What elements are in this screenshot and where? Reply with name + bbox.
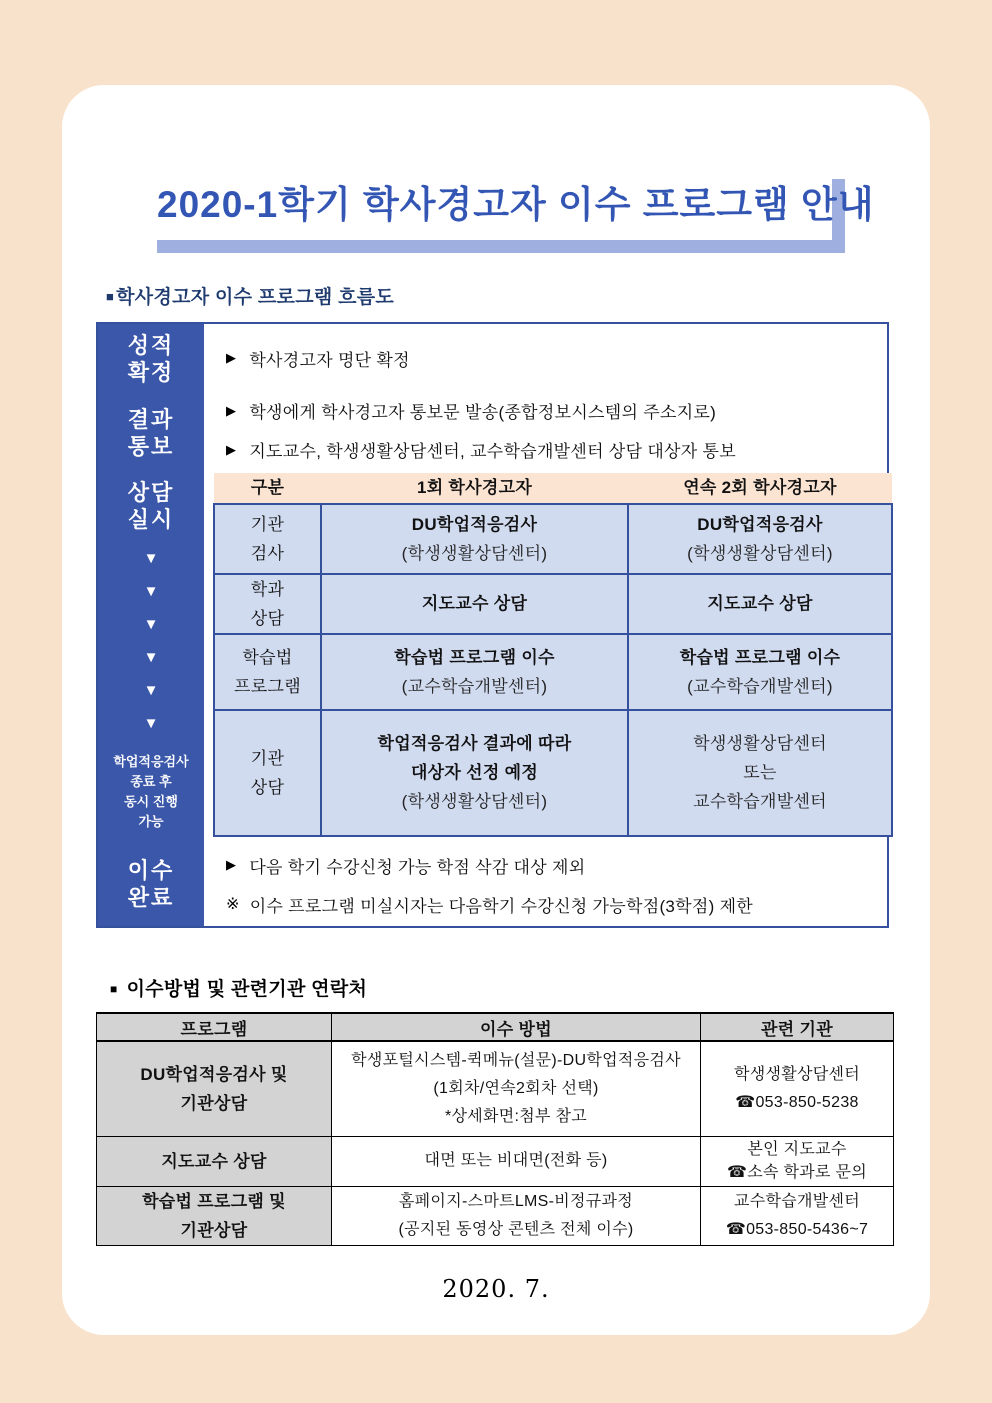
table-row xyxy=(97,1186,894,1245)
grade-confirm-content xyxy=(204,324,893,393)
flow-sidebar-note xyxy=(98,752,204,832)
down-arrow-icon: ▼ xyxy=(143,583,159,601)
down-arrow-icon: ▼ xyxy=(143,715,159,733)
contact-table-header-row xyxy=(97,1013,894,1041)
flow-table xyxy=(96,322,889,928)
bullet-line xyxy=(226,437,893,462)
program-cell xyxy=(97,1136,332,1186)
result-notify-content xyxy=(204,393,893,468)
cell-line: 학습법 xyxy=(242,647,293,667)
step-label-line: 상담 xyxy=(127,480,175,506)
column-header: 연속 2회 학사경고자 xyxy=(628,473,892,504)
note-line: 학업적응검사 xyxy=(113,754,189,770)
flow-step-grade-confirm xyxy=(98,324,204,395)
note-text: 이수 프로그램 미실시자는 다음학기 수강신청 가능학점(3학점) 제한 xyxy=(249,896,754,916)
cell-line: 대상자 선정 예정 xyxy=(410,763,539,783)
down-arrow-icon: ▼ xyxy=(143,649,159,667)
down-arrow-icon: ▼ xyxy=(143,616,159,634)
cell-line: (학생생활상담센터) xyxy=(401,543,548,563)
row-label-cell xyxy=(214,574,321,634)
down-arrow-icon: ▼ xyxy=(143,682,159,700)
triangle-bullet-icon: ▶ xyxy=(226,402,237,418)
notice-card xyxy=(62,85,930,1335)
square-bullet-icon: ■ xyxy=(106,289,115,304)
page-title-box xyxy=(157,179,875,253)
step-label-line: 통보 xyxy=(127,433,175,459)
row-label-cell xyxy=(214,504,321,574)
cell-line: DU학업적응검사 xyxy=(697,514,823,534)
row-label-cell xyxy=(214,710,321,836)
step-label-line: 이수 xyxy=(127,857,175,883)
program-cell xyxy=(97,1041,332,1136)
contact-heading-text: 이수방법 및 관련기관 연락처 xyxy=(126,979,368,1000)
triangle-bullet-icon: ▶ xyxy=(226,350,237,366)
cell-line: 홈페이지-스마트LMS-비정규과정 xyxy=(398,1192,634,1210)
bullet-text: 다음 학기 수강신청 가능 학점 삭감 대상 제외 xyxy=(249,857,586,877)
cell-line: DU학업적응검사 xyxy=(411,514,538,534)
cell-line: 학업적응검사 결과에 따라 xyxy=(377,734,572,754)
contact-section-heading xyxy=(110,974,367,1001)
phone-line: ☎053-850-5436~7 xyxy=(725,1220,869,1238)
column-header: 이수 방법 xyxy=(332,1013,701,1041)
cell-line: 상담 xyxy=(250,777,285,797)
cell-line: 기관 xyxy=(250,514,285,534)
counseling-table xyxy=(213,473,893,837)
cell-line: 상담 xyxy=(250,608,285,628)
phone-line: ☎소속 학과로 문의 xyxy=(726,1164,867,1181)
first-warning-cell xyxy=(321,710,628,836)
step-label-line: 성적 xyxy=(127,333,175,359)
first-warning-cell xyxy=(321,504,628,574)
bullet-line xyxy=(226,853,893,878)
cell-line: 학습법 프로그램 및 xyxy=(142,1191,286,1211)
flow-arrow-column xyxy=(98,542,204,740)
note-line: 동시 진행 xyxy=(124,794,178,810)
cell-line: (학생생활상담센터) xyxy=(401,792,548,812)
phone-line: ☎053-850-5238 xyxy=(735,1093,859,1111)
flow-heading-text: 학사경고자 이수 프로그램 흐름도 xyxy=(116,287,395,308)
row-label-cell xyxy=(214,634,321,710)
note-line xyxy=(226,892,893,917)
page-title: 2020-1학기 학사경고자 이수 프로그램 안내 xyxy=(157,184,875,225)
down-arrow-icon: ▼ xyxy=(143,550,159,568)
cell-line: 학과 xyxy=(250,579,285,599)
cell-line: (공지된 동영상 콘텐츠 전체 이수) xyxy=(398,1220,634,1238)
step-label-line: 실시 xyxy=(127,507,175,533)
reference-mark-icon: ※ xyxy=(226,896,240,914)
organization-cell xyxy=(701,1136,894,1186)
cell-line: DU학업적응검사 및 xyxy=(140,1064,288,1084)
cell-line: 대면 또는 비대면(전화 등) xyxy=(424,1152,608,1169)
triangle-bullet-icon: ▶ xyxy=(226,857,237,873)
table-row xyxy=(214,504,892,574)
method-cell xyxy=(332,1136,701,1186)
cell-line: (1회차/연속2회차 선택) xyxy=(433,1079,599,1097)
cell-line: 학생생활상담센터 xyxy=(693,734,827,754)
cell-line: 지도교수 상담 xyxy=(161,1151,267,1171)
cell-line: (교수학습개발센터) xyxy=(401,676,548,696)
cell-line: (교수학습개발센터) xyxy=(687,676,833,696)
bullet-text: 학사경고자 명단 확정 xyxy=(249,350,410,370)
method-cell xyxy=(332,1041,701,1136)
step-label-line: 완료 xyxy=(127,884,175,910)
contact-table xyxy=(96,1012,894,1246)
triangle-bullet-icon: ▶ xyxy=(226,441,237,457)
cell-line: 지도교수 상담 xyxy=(421,594,528,614)
cell-line: 학습법 프로그램 이수 xyxy=(679,647,841,667)
cell-line: 기관상담 xyxy=(180,1220,248,1240)
bullet-line xyxy=(226,346,893,371)
cell-line: 학습법 프로그램 이수 xyxy=(394,647,555,667)
second-warning-cell xyxy=(628,504,892,574)
table-row xyxy=(214,574,892,634)
square-bullet-icon: ■ xyxy=(110,982,118,996)
cell-line: 기관상담 xyxy=(180,1093,248,1113)
cell-line: 기관 xyxy=(250,748,285,768)
note-line: 가능 xyxy=(138,814,164,830)
counseling-table-header-row xyxy=(214,473,892,504)
cell-line: 교수학습개발센터 xyxy=(693,792,827,812)
first-warning-cell xyxy=(321,634,628,710)
table-row xyxy=(97,1041,894,1136)
table-row xyxy=(97,1136,894,1186)
flow-step-counseling xyxy=(98,471,204,842)
second-warning-cell xyxy=(628,574,892,634)
cell-line: 또는 xyxy=(743,763,777,783)
table-row xyxy=(214,710,892,836)
cell-line: (학생생활상담센터) xyxy=(687,543,833,563)
second-warning-cell xyxy=(628,710,892,836)
cell-line: 프로그램 xyxy=(234,676,301,696)
step-label xyxy=(98,479,204,533)
cell-line: 검사 xyxy=(250,543,285,563)
bullet-text: 지도교수, 학생생활상담센터, 교수학습개발센터 상담 대상자 통보 xyxy=(249,442,736,462)
organization-cell xyxy=(701,1041,894,1136)
first-warning-cell xyxy=(321,574,628,634)
bullet-text: 학생에게 학사경고자 통보문 발송(종합정보시스템의 주소지로) xyxy=(249,403,717,423)
program-cell xyxy=(97,1186,332,1245)
flow-content xyxy=(204,324,893,926)
note-line: 종료 후 xyxy=(130,774,172,790)
flow-step-result-notify xyxy=(98,395,204,471)
organization-cell xyxy=(701,1186,894,1245)
table-row xyxy=(214,634,892,710)
cell-line: 교수학습개발센터 xyxy=(733,1192,861,1210)
bullet-line xyxy=(226,398,893,423)
cell-line: 학생포털시스템-퀵메뉴(설문)-DU학업적응검사 xyxy=(351,1051,681,1069)
cell-line: *상세화면:첨부 참고 xyxy=(444,1107,588,1125)
column-header: 1회 학사경고자 xyxy=(321,473,628,504)
step-label-line: 결과 xyxy=(127,406,175,432)
cell-line: 지도교수 상담 xyxy=(707,594,813,614)
column-header: 프로그램 xyxy=(97,1013,332,1041)
publication-date: 2020. 7. xyxy=(442,1275,550,1303)
method-cell xyxy=(332,1186,701,1245)
flow-sidebar xyxy=(98,324,204,926)
cell-line: 학생생활상담센터 xyxy=(733,1065,861,1083)
second-warning-cell xyxy=(628,634,892,710)
flow-section-heading xyxy=(106,282,394,309)
cell-line: 본인 지도교수 xyxy=(747,1141,847,1158)
step-label-line: 확정 xyxy=(127,360,175,386)
flow-step-completion xyxy=(98,842,204,926)
column-header: 관련 기관 xyxy=(701,1013,894,1041)
column-header: 구분 xyxy=(214,473,321,504)
completion-content xyxy=(204,844,893,926)
